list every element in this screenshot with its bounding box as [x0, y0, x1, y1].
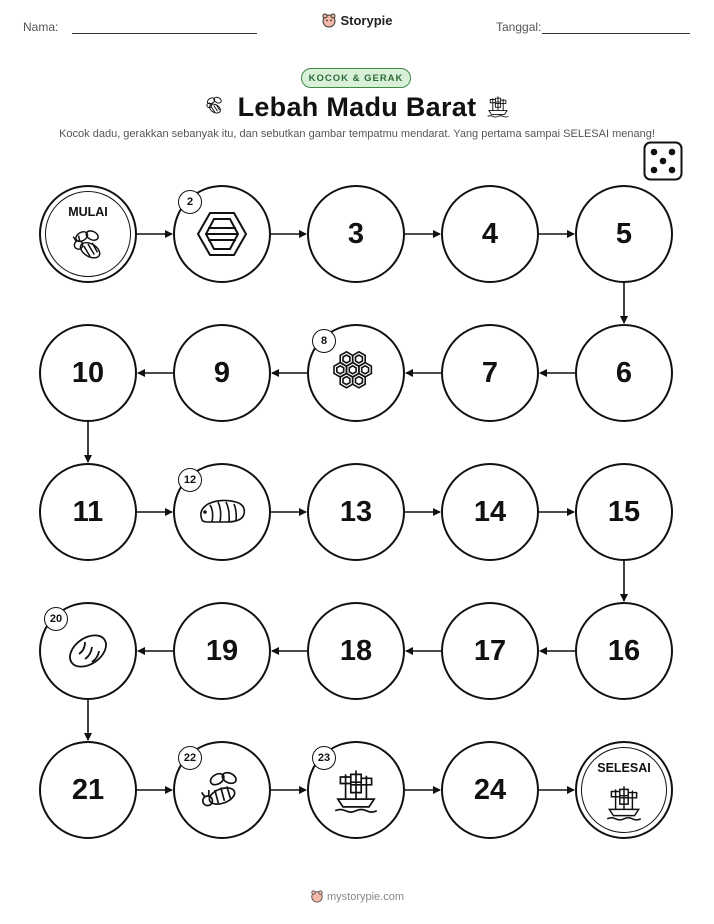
- space-number-badge: 8: [312, 329, 336, 353]
- storypie-logo-icon: [310, 889, 324, 903]
- activity-badge: KOCOK & GERAK: [301, 68, 411, 88]
- start-space[interactable]: [39, 185, 137, 283]
- space-number: 3: [347, 217, 365, 250]
- board-space-19[interactable]: [173, 602, 271, 700]
- space-number: 10: [71, 356, 105, 389]
- space-number: 17: [473, 634, 507, 667]
- board-space-15[interactable]: [575, 463, 673, 561]
- space-number: 6: [615, 356, 633, 389]
- start-label: MULAI: [68, 205, 108, 219]
- space-number-badge: 23: [312, 746, 336, 770]
- board-space-24[interactable]: [441, 741, 539, 839]
- honeycomb-icon: [330, 350, 382, 396]
- space-number: 16: [607, 634, 641, 667]
- finish-space[interactable]: [575, 741, 673, 839]
- space-number: 13: [339, 495, 373, 528]
- ship-icon: [330, 764, 382, 816]
- space-number: 14: [473, 495, 507, 528]
- date-label: Tanggal:: [496, 20, 542, 34]
- space-number-badge: 20: [44, 607, 68, 631]
- space-number: 9: [213, 356, 231, 389]
- space-number: 15: [607, 495, 641, 528]
- board-space-21[interactable]: [39, 741, 137, 839]
- space-number: 7: [481, 356, 499, 389]
- space-number: 24: [473, 773, 507, 806]
- footer-url: mystorypie.com: [326, 891, 405, 903]
- brand-name: Storypie: [340, 13, 393, 28]
- board-space-13[interactable]: [307, 463, 405, 561]
- larva-icon: [196, 496, 248, 528]
- instructions: Kocok dadu, gerakkan sebanyak itu, dan sebutkan gambar tempatmu mendarat. Yang pertama sampai SELESAI menang!: [59, 128, 655, 140]
- space-number: 5: [615, 217, 633, 250]
- name-label: Nama:: [23, 20, 59, 34]
- space-number: 11: [72, 495, 104, 528]
- board-space-9[interactable]: [173, 324, 271, 422]
- board-space-5[interactable]: [575, 185, 673, 283]
- board-space-17[interactable]: [441, 602, 539, 700]
- beehive-box-icon: [195, 207, 249, 261]
- board-space-4[interactable]: [441, 185, 539, 283]
- board-space-6[interactable]: [575, 324, 673, 422]
- space-number-badge: 12: [178, 468, 202, 492]
- finish-label: SELESAI: [597, 761, 651, 775]
- space-number: 21: [71, 773, 105, 806]
- board-space-18[interactable]: [307, 602, 405, 700]
- space-number: 19: [205, 634, 239, 667]
- board-space-7[interactable]: [441, 324, 539, 422]
- space-number-badge: 22: [178, 746, 202, 770]
- space-number: 4: [481, 217, 499, 250]
- space-number: 18: [339, 634, 373, 667]
- bread-icon: [65, 628, 111, 674]
- space-number-badge: 2: [178, 190, 202, 214]
- board-space-10[interactable]: [39, 324, 137, 422]
- footer: [0, 889, 714, 903]
- bee-icon: [198, 766, 246, 814]
- board-space-14[interactable]: [441, 463, 539, 561]
- page-title: Lebah Madu Barat: [237, 92, 477, 122]
- board-space-11[interactable]: [39, 463, 137, 561]
- board-space-3[interactable]: [307, 185, 405, 283]
- bee-icon: [67, 224, 109, 266]
- ship-icon: [603, 781, 645, 823]
- board-space-16[interactable]: [575, 602, 673, 700]
